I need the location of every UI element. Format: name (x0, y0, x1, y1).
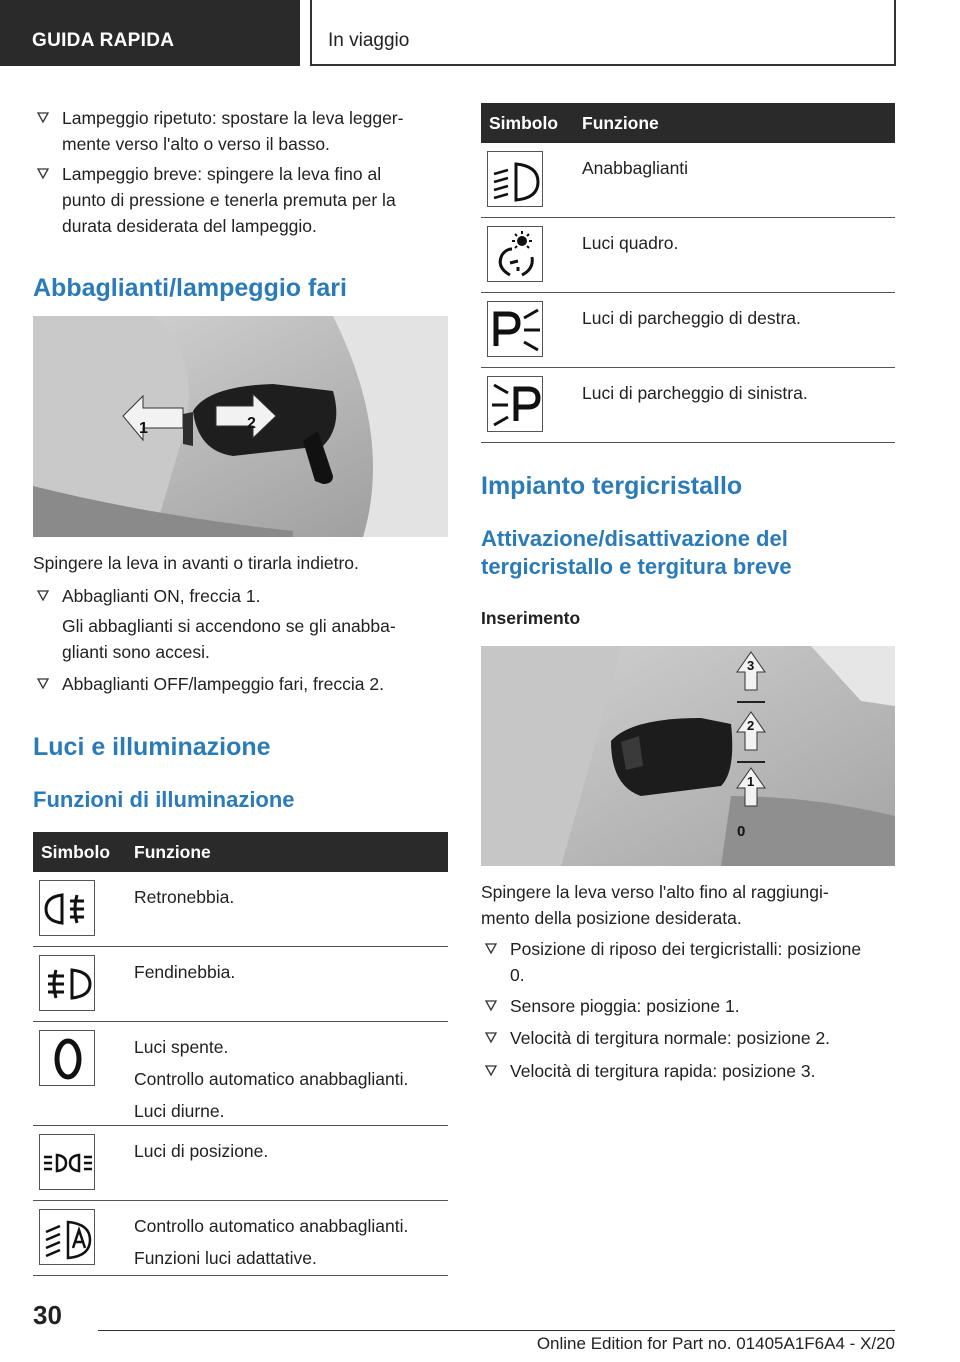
bullet-triangle-icon (484, 998, 498, 1014)
instrument-lighting-icon (487, 226, 543, 282)
heading-high-beam: Abbaglianti/lampeggio fari (33, 274, 347, 302)
bullet-wiper-rest: Posizione di riposo dei tergicristalli: posizione 0. (481, 936, 895, 988)
photo-wiper-stalk (481, 646, 895, 866)
bullet-triangle-icon (484, 941, 498, 957)
bullet-high-beam-on: Abbaglianti ON, freccia 1. (33, 583, 448, 609)
col-symbol: Simbolo (489, 113, 559, 133)
section-tab (0, 0, 300, 66)
wiper-instruction: Spingere la leva verso l'alto fino al raggiungi- mento della posizione desiderata. (481, 882, 829, 928)
bullet-high-beam-off: Abbaglianti OFF/lampeggio fari, freccia 2. (33, 671, 448, 697)
arrow-label-2: 2 (247, 415, 256, 432)
position-label-3: 3 (747, 658, 755, 673)
table-header (33, 832, 448, 872)
position-label-1: 1 (747, 774, 755, 789)
col-function: Funzione (582, 113, 659, 133)
table-row: Luci di parcheggio di sinistra. (481, 368, 895, 443)
table-row: Controllo automatico anabbaglianti. Funzioni luci adattative. (33, 1201, 448, 1276)
lighting-table-left (33, 832, 448, 1276)
lighting-table-right (481, 103, 895, 443)
bullet-triangle-icon (484, 1030, 498, 1046)
table-row: Fendinebbia. (33, 947, 448, 1022)
auto-headlight-icon (39, 1209, 95, 1265)
chapter-tab (310, 0, 896, 66)
page-number: 30 (33, 1300, 62, 1330)
photo-headlight-stalk (33, 316, 448, 537)
heading-light-functions: Funzioni di illuminazione (33, 787, 295, 812)
lever-instruction: Spingere la leva in avanti o tirarla indietro. (33, 553, 359, 573)
bullet-triangle-icon (36, 588, 50, 604)
table-row: Luci di posizione. (33, 1126, 448, 1201)
table-row: Anabbaglianti (481, 143, 895, 218)
heading-wiper-activation: Attivazione/disattivazione del tergicristallo e tergitura breve (481, 526, 792, 579)
bullet-normal-speed: Velocità di tergitura normale: posizione 2. (481, 1025, 895, 1051)
heading-wiper: Impianto tergicristallo (481, 472, 743, 500)
table-row: Luci quadro. (481, 218, 895, 293)
position-label-2: 2 (747, 718, 755, 733)
bullet-fast-speed: Velocità di tergitura rapida: posizione 3. (481, 1058, 895, 1084)
heading-insert: Inserimento (481, 608, 581, 628)
side-lights-icon (39, 1134, 95, 1190)
section-title: GUIDA RAPIDA (32, 30, 175, 51)
lights-off-zero-icon (39, 1030, 95, 1086)
footer-edition: Online Edition for Part no. 01405A1F6A4 - X/20 (536, 1334, 895, 1353)
chapter-title: In viaggio (328, 30, 410, 51)
table-row: Luci spente. Controllo automatico anabbaglianti. Luci diurne. (33, 1022, 448, 1126)
page-header (0, 0, 960, 66)
bullet-triangle-icon (36, 166, 50, 182)
table-row: Luci di parcheggio di destra. (481, 293, 895, 368)
bullet-repeated-flash: Lampeggio ripetuto: spostare la leva legger- mente verso l'alto o verso il basso. (33, 105, 448, 157)
arrow-label-1: 1 (139, 420, 148, 437)
low-beam-icon (487, 151, 543, 207)
bullet-triangle-icon (484, 1063, 498, 1079)
stalk-illustration (33, 316, 448, 537)
bullet-rain-sensor: Sensore pioggia: posizione 1. (481, 993, 895, 1019)
bullet-short-flash: Lampeggio breve: spingere la leva fino al punto di pressione e tenerla premuta per la durata desiderata del lampeggio. (33, 161, 448, 239)
position-label-0: 0 (737, 823, 746, 840)
footer-divider (98, 1330, 895, 1331)
parking-light-right-icon (487, 301, 543, 357)
bullet-triangle-icon (36, 110, 50, 126)
front-fog-light-icon (39, 955, 95, 1011)
table-header (481, 103, 895, 143)
col-symbol: Simbolo (41, 842, 111, 862)
table-row: Retronebbia. (33, 872, 448, 947)
bullet-high-beam-on-note: Gli abbaglianti si accendono se gli anabba- glianti sono accesi. (62, 616, 396, 662)
bullet-triangle-icon (36, 676, 50, 692)
col-function: Funzione (134, 842, 211, 862)
wiper-illustration (481, 646, 895, 866)
heading-lights: Luci e illuminazione (33, 733, 271, 761)
rear-fog-light-icon (39, 880, 95, 936)
parking-light-left-icon (487, 376, 543, 432)
